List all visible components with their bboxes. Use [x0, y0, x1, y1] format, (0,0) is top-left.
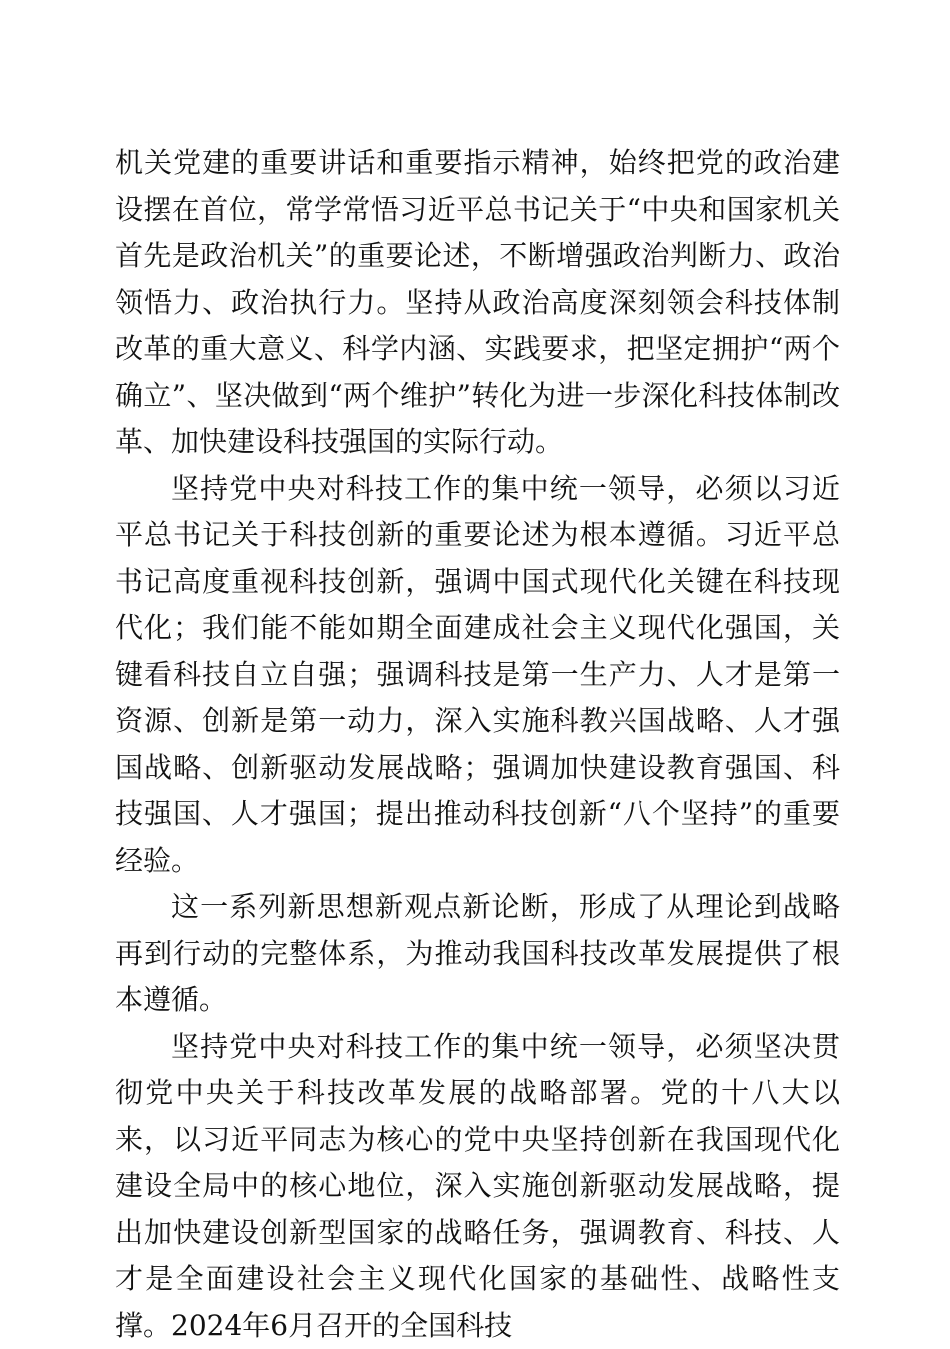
body-text [115, 140, 840, 1349]
paragraph-1: 机关党建的重要讲话和重要指示精神，始终把党的政治建设摆在首位，常学常悟习近平总书记关于“中央和国家机关首先是政治机关”的重要论述，不断增强政治判断力、政治领悟力、政治执行力。坚持从政治高度深刻领会科技体制改革的重大意义、科学内涵、实践要求，把坚定拥护“两个确立”、坚决做到“两个维护”转化为进一步深化科技体制改革、加快建设科技强国的实际行动。 [115, 140, 840, 466]
paragraph-3: 这一系列新思想新观点新论断，形成了从理论到战略再到行动的完整体系，为推动我国科技改革发展提供了根本遵循。 [115, 884, 840, 1024]
paragraph-2: 坚持党中央对科技工作的集中统一领导，必须以习近平总书记关于科技创新的重要论述为根本遵循。习近平总书记高度重视科技创新，强调中国式现代化关键在科技现代化；我们能不能如期全面建成社会主义现代化强国，关键看科技自立自强；强调科技是第一生产力、人才是第一资源、创新是第一动力，深入实施科教兴国战略、人才强国战略、创新驱动发展战略；强调加快建设教育强国、科技强国、人才强国；提出推动科技创新“八个坚持”的重要经验。 [115, 466, 840, 885]
paragraph-4: 坚持党中央对科技工作的集中统一领导，必须坚决贯彻党中央关于科技改革发展的战略部署。党的十八大以来，以习近平同志为核心的党中央坚持创新在我国现代化建设全局中的核心地位，深入实施创新驱动发展战略，提出加快建设创新型国家的战略任务，强调教育、科技、人才是全面建设社会主义现代化国家的基础性、战略性支撑。2024年6月召开的全国科技 [115, 1024, 840, 1349]
